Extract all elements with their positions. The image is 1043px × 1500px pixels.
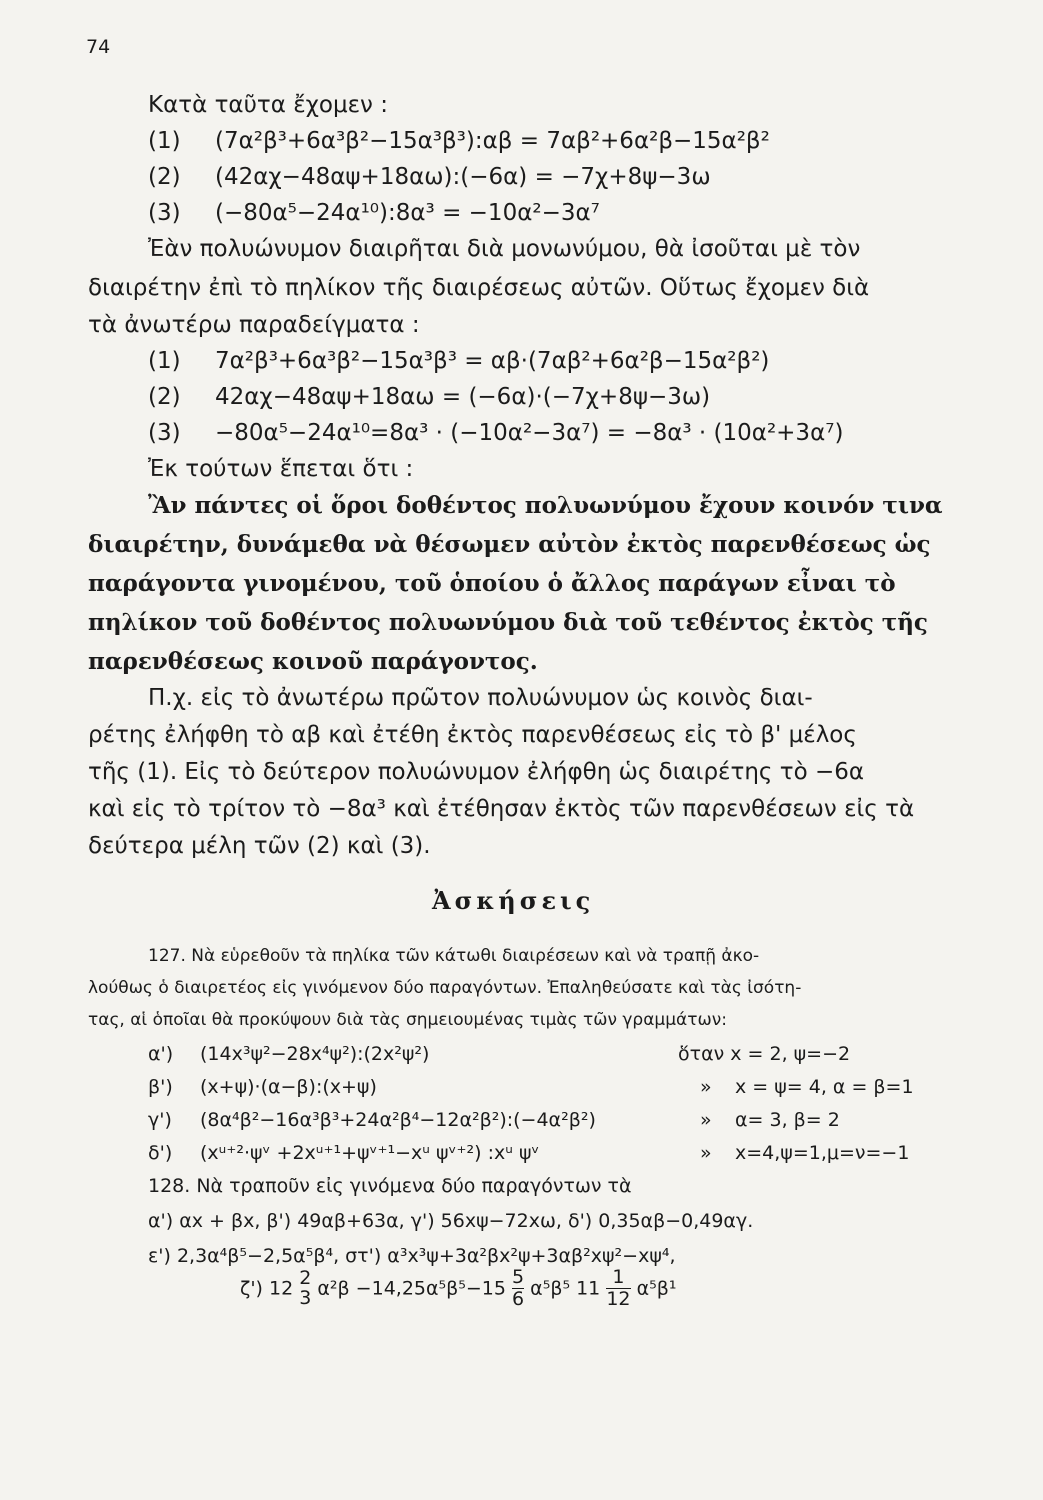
exercise-128-line: ε') 2,3α⁴β⁵−2,5α⁵β⁴, στ') α³x³ψ+3α²βx²ψ+3αβ²xψ²−xψ⁴, — [148, 1245, 676, 1267]
example-b-label-1: (1) — [148, 348, 181, 374]
paragraph-line: τὰ ἀνωτέρω παραδείγματα : — [88, 312, 420, 338]
fraction-denominator: 3 — [299, 1286, 312, 1309]
example-a-label-3: (3) — [148, 200, 181, 226]
exercise-item-expression: (14x³ψ²−28x⁴ψ²):(2x²ψ²) — [200, 1043, 430, 1065]
exercises-heading: Ἀσκήσεις — [432, 886, 595, 915]
paragraph-line: καὶ εἰς τὸ τρίτον τὸ −8α³ καὶ ἐτέθησαν ἐκτὸς τῶν παρενθέσεων εἰς τὰ — [88, 796, 915, 822]
example-a-equation-3: (−80α⁵−24α¹⁰):8α³ = −10α²−3α⁷ — [215, 200, 600, 226]
exercise-127-line: λούθως ὁ διαιρετέος εἰς γινόμενον δύο παραγόντων. Ἐπαληθεύσατε καὶ τὰς ἰσότη- — [88, 978, 802, 998]
exercise-item-label: δ') — [148, 1142, 173, 1164]
paragraph-line: ρέτης ἐλήφθη τὸ αβ καὶ ἐτέθη ἐκτὸς παρενθέσεως εἰς τὸ β' μέλος — [88, 722, 857, 748]
fraction-numerator: 5 — [512, 1266, 525, 1288]
ex128-zeta-term: α⁵β¹ — [636, 1277, 677, 1300]
intro-line: Κατὰ ταῦτα ἔχομεν : — [148, 92, 388, 118]
ditto-mark: » — [700, 1076, 712, 1098]
fraction — [299, 1269, 311, 1309]
ditto-mark: » — [700, 1109, 712, 1131]
exercise-128-line: α') αx + βx, β') 49αβ+63α, γ') 56xψ−72xω, δ') 0,35αβ−0,49αγ. — [148, 1210, 754, 1232]
exercise-127-line: 127. Νὰ εὑρεθοῦν τὰ πηλίκα τῶν κάτωθι διαιρέσεων καὶ νὰ τραπῇ ἀκο- — [148, 946, 760, 966]
paragraph-line: διαιρέτην ἐπὶ τὸ πηλίκον τῆς διαιρέσεως αὐτῶν. Οὕτως ἔχομεν διὰ — [88, 275, 870, 301]
fraction-denominator: 12 — [606, 1287, 631, 1310]
exercise-item-condition: α= 3, β= 2 — [735, 1109, 840, 1131]
paragraph-line: τῆς (1). Εἰς τὸ δεύτερον πολυώνυμον ἐλήφθη ὡς διαιρέτης τὸ −6α — [88, 759, 865, 785]
exercise-item-expression: (x+ψ)·(α−β):(x+ψ) — [200, 1076, 377, 1098]
rule-line: Ἂν πάντες οἱ ὅροι δοθέντος πολυωνύμου ἔχουν κοινόν τινα — [148, 492, 943, 519]
exercise-item-condition: ὅταν x = 2, ψ=−2 — [678, 1043, 851, 1065]
example-b-label-3: (3) — [148, 420, 181, 446]
ex128-zeta-label: ζ') 12 — [240, 1277, 294, 1300]
rule-line: παρενθέσεως κοινοῦ παράγοντος. — [88, 648, 538, 675]
paragraph-line: δεύτερα μέλη τῶν (2) καὶ (3). — [88, 833, 431, 859]
paragraph-line: Π.χ. εἰς τὸ ἀνωτέρω πρῶτον πολυώνυμον ὡς κοινὸς διαι- — [148, 685, 813, 711]
page-number: 74 — [86, 36, 111, 58]
example-b-equation-1: 7α²β³+6α³β²−15α³β³ = αβ·(7αβ²+6α²β−15α²β²) — [215, 348, 770, 374]
fraction-denominator: 6 — [512, 1287, 525, 1310]
exercise-item-expression: (xᵘ⁺²·ψᵛ +2xᵘ⁺¹+ψᵛ⁺¹−xᵘ ψᵛ⁺²) :xᵘ ψᵛ — [200, 1142, 540, 1164]
consequence-line: Ἐκ τούτων ἕπεται ὅτι : — [148, 456, 414, 482]
example-b-label-2: (2) — [148, 384, 181, 410]
exercise-128-line-fractions — [240, 1268, 676, 1310]
fraction-numerator: 1 — [612, 1266, 625, 1288]
example-b-equation-2: 42αχ−48αψ+18αω = (−6α)·(−7χ+8ψ−3ω) — [215, 384, 711, 410]
example-a-label-2: (2) — [148, 164, 181, 190]
fraction — [512, 1268, 524, 1310]
exercise-item-label: β') — [148, 1076, 173, 1098]
exercise-item-label: α') — [148, 1043, 174, 1065]
example-a-equation-1: (7α²β³+6α³β²−15α³β³):αβ = 7αβ²+6α²β−15α²β² — [215, 128, 770, 154]
rule-line: πηλίκον τοῦ δοθέντος πολυωνύμου διὰ τοῦ τεθέντος ἐκτὸς τῆς — [88, 609, 928, 636]
example-b-equation-3: −80α⁵−24α¹⁰=8α³ · (−10α²−3α⁷) = −8α³ · (10α²+3α⁷) — [215, 420, 844, 446]
fraction — [606, 1268, 630, 1310]
exercise-128-intro: 128. Νὰ τραποῦν εἰς γινόμενα δύο παραγόντων τὰ — [148, 1175, 632, 1197]
ex128-zeta-term: α²β −14,25α⁵β⁵−15 — [317, 1277, 506, 1300]
rule-line: διαιρέτην, δυνάμεθα νὰ θέσωμεν αὐτὸν ἐκτὸς παρενθέσεως ὡς — [88, 531, 931, 558]
exercise-item-label: γ') — [148, 1109, 172, 1131]
rule-line: παράγοντα γινομένου, τοῦ ὁποίου ὁ ἄλλος παράγων εἶναι τὸ — [88, 570, 896, 597]
exercise-item-condition: x = ψ= 4, α = β=1 — [735, 1076, 914, 1098]
ditto-mark: » — [700, 1142, 712, 1164]
exercise-127-line: τας, αἱ ὁποῖαι θὰ προκύψουν διὰ τὰς σημειουμένας τιμὰς τῶν γραμμάτων: — [88, 1010, 727, 1030]
paragraph-line: Ἐὰν πολυώνυμον διαιρῆται διὰ μονωνύμου, θὰ ἰσοῦται μὲ τὸν — [148, 236, 861, 262]
example-a-equation-2: (42αχ−48αψ+18αω):(−6α) = −7χ+8ψ−3ω — [215, 164, 711, 190]
exercise-item-expression: (8α⁴β²−16α³β³+24α²β⁴−12α²β²):(−4α²β²) — [200, 1109, 596, 1131]
example-a-label-1: (1) — [148, 128, 181, 154]
ex128-zeta-term: α⁵β⁵ 11 — [530, 1277, 601, 1300]
exercise-item-condition: x=4,ψ=1,μ=ν=−1 — [735, 1142, 910, 1164]
fraction-numerator: 2 — [299, 1267, 312, 1289]
